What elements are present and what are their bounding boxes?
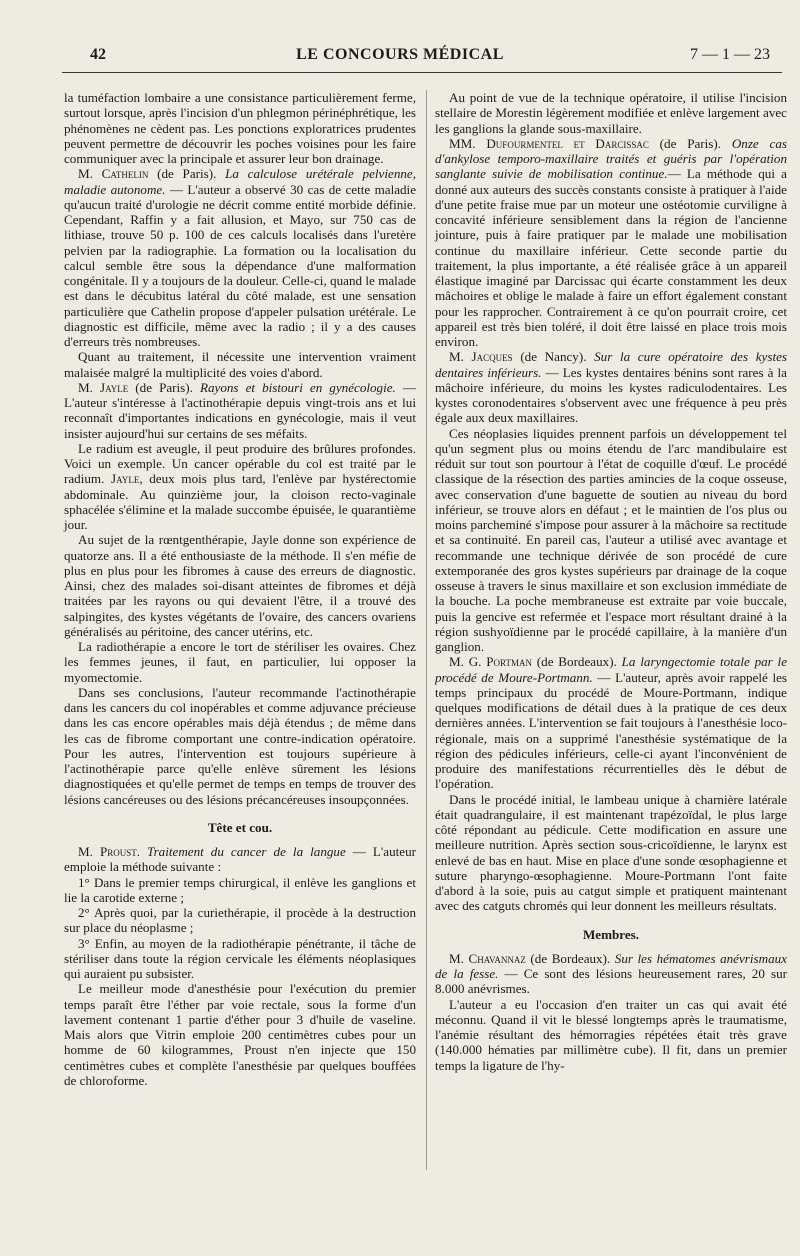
- author-name: M. Cathelin: [78, 166, 149, 182]
- article-title: Rayons et bistouri en gynécologie.: [199, 379, 396, 395]
- paragraph: [64, 441, 416, 533]
- right-column: [435, 90, 787, 1073]
- paragraph: Au point de vue de la technique opératoire, il utilise l'incision stellaire de Morestin légèrement modifiée et enlève largement avec les ganglions la glande sous-maxillaire.: [435, 90, 787, 136]
- paragraph-text: — L'auteur emploie la méthode suivante :: [64, 844, 416, 875]
- article-title: La calculose urétérale pelvienne, maladie autonome.: [64, 166, 416, 197]
- paragraph-text: — L'auteur, après avoir rappelé les temps principaux du procédé de Moure-Portmann, indique quelques modifications de détail dues à la pratique de ces deux dernières années. L'intervention se fait toujours à l'anesthésie loco-régionale, mais on a supprimé l'anesthésie systématique de la région des pédicules inférieurs, celle-ci ayant l'inconvénient de produire des manifestations récurrentielles dès le début de l'opération.: [435, 669, 787, 792]
- paragraph-text: — Ce sont des lésions heureusement rares, 20 sur 8.000 anévrismes.: [435, 966, 787, 997]
- author-place: (de Bordeaux).: [525, 950, 615, 966]
- paragraph-text: — Les kystes dentaires bénins sont rares à la mâchoire inférieure, du moins les kystes radiculodentaires. Les kystes coronodentaires s'observent avec une fréquence à peu près égale aux deux maxillaires.: [435, 364, 787, 426]
- author-place: (de Nancy).: [512, 349, 595, 365]
- author-name: M. Proust.: [78, 844, 140, 859]
- author-place: (de Bordeaux).: [531, 654, 622, 670]
- author-name: M. Chavannaz: [449, 950, 526, 966]
- left-column: [64, 90, 416, 1088]
- article-title: Onze cas d'ankylose temporo-maxillaire traités et guéris par l'opération sanglante suivie de mobilisation continue.: [435, 135, 787, 182]
- paragraph: Au sujet de la rœntgenthérapie, Jayle donne son expérience de quatorze ans. Il a été enthousiaste de la méthode. Il s'en méfie de plus en plus pour les fibromes à cause des erreurs de diagnostic. Ainsi, chez des malades soi-disant atteintes de fibromes et déjà traitées par les rayons ou qui devaient l'être, il a trouvé des salpingites, des kystes végétants de l'ovaire, des cancers ovariens généralisés au péritoine, des cancer utérins, etc.: [64, 532, 416, 639]
- paragraph: la tuméfaction lombaire a une consistance particulièrement ferme, surtout lorsque, après l'incision d'un phlegmon périnéphrétique, les phénomènes ne cèdent pas. Les ponctions exploratrices prudentes peuvent permettre de découvrir les poches voisines pour les faire communiquer avec la principale et assurer leur bon drainage.: [64, 90, 416, 166]
- paragraph-text: — La méthode qui a donné aux auteurs des succès constants consiste à pratiquer à l'aide d'une petite fraise mue par un moteur une ostéotomie curviligne à concavité inférieure sensiblement dans la région de l'ancienne jointure, puis à faire pratiquer par le malade une mobilisation continue du maxillaire inférieur. Cette seconde partie du traitement, la plus importante, a été réalisée grâce à un appareil élastique imaginé par Darcissac qui écarte constamment les deux mâchoires et oblige le malade à faire un effort également constant pour les rapprocher. Contrairement à ce qu'on pourrait croire, cet appareil est très bien toléré, il doit être laissé en place trois mois environ.: [435, 166, 787, 349]
- paragraph: [435, 136, 787, 350]
- paragraph: [64, 844, 416, 875]
- author-name: M. G. Portman: [449, 654, 532, 670]
- paragraph: La radiothérapie a encore le tort de stériliser les ovaires. Chez les femmes jeunes, il faut, en particulier, lui opposer la myomectomie.: [64, 639, 416, 685]
- article-title: Traitement du cancer de la langue: [140, 844, 346, 859]
- paragraph: Quant au traitement, il nécessite une intervention vraiment malaisée malgré la multiplicité des voies d'abord.: [64, 349, 416, 380]
- paragraph: Dans le procédé initial, le lambeau unique à charnière latérale était quadrangulaire, il est maintenant trapézoïdal, le plus large côté répondant au pédicule. Cette modification en assure une meilleure nutrition. Après section sous-cricoïdienne, le larynx est enlevé de bas en haut. Mise en place d'une sonde œsophagienne et suture pharyngo-œsophagienne. Moure-Portmann l'ont faite d'abord à la soie, puis au catgut simple et pratiquent maintenant avec des catguts chromés qui leur donnent les meilleurs résultats.: [435, 791, 787, 914]
- author-name: M. Jacques: [449, 349, 513, 365]
- paragraph: [435, 654, 787, 791]
- column-divider: [426, 90, 427, 1170]
- author-place: (de Paris).: [648, 135, 732, 151]
- section-heading: Tête et cou.: [207, 819, 273, 835]
- article-title: Sur les hématomes anévrismaux de la fesse.: [435, 950, 787, 981]
- paragraph: Le meilleur mode d'anesthésie pour l'exécution du premier temps paraît être l'éther par voie rectale, sous la forme d'un lavement contenant 1 partie d'éther pour 3 d'huile de vaseline. Mais alors que Vitrin emploie 200 centimètres cubes pour un homme de 60 kilogrammes, Proust n'en injecte que 150 centimètres cubes et complète l'anesthésie par quelques bouffées de chloroforme.: [64, 981, 416, 1088]
- paragraph-text: Le radium est aveugle, il peut produire des brûlures profondes. Voici un exemple. Un cancer opérable du col est traité par le radium.: [64, 440, 416, 487]
- page-number: 42: [90, 46, 106, 63]
- paragraph-text: , deux mois plus tard, l'enlève par hystérectomie abdominale. Au quinzième jour, la cloison recto-vaginale sphacélée s'élimine et la malade succombe épuisée, le quarantième jour.: [64, 471, 417, 532]
- paragraph: [435, 349, 787, 425]
- paragraph-text: — L'auteur a observé 30 cas de cette maladie qu'aucun traité d'urologie ne décrit comme entité morbide définie. Cependant, Raffin y a fait allusion, et Mayo, sur 750 cas de lithiase, trouve 50 p. 100 de ces calculs localisés dans l'uretère pelvien par la radiographie. La formation ou la localisation du calcul semble être sous la dépendance d'une malformation congénitale. Il y a toujours de la douleur. Celle-ci, quand le malade est dans le décubitus latéral du côté malade, est une sensation particulière que Cathelin propose d'appeler pulsation urétérale. Le diagnostic est difficile, même avec la radio ; il y a des causes d'erreurs très nombreuses.: [64, 181, 417, 349]
- author-place: (de Paris).: [128, 379, 200, 395]
- paragraph: [64, 380, 416, 441]
- list-item: 1° Dans le premier temps chirurgical, il enlève les ganglions et lie la carotide externe ;: [64, 874, 416, 905]
- issue-date: 7 — 1 — 23: [690, 46, 770, 63]
- paragraph: Dans ses conclusions, l'auteur recommande l'actinothérapie dans les cancers du col inopérables et comme adjuvance précieuse dans les cas encore opérables mais déjà étendus ; de même dans les cas de fibrome comportant une contre-indication opératoire. Pour les autres, l'intervention est toujours supérieure à l'actinothérapie parce qu'elle enlève sûrement les lésions diagnostiquées et qu'elle permet de temps en temps de trouver des lésions cancéreuses ou des lésions précancéreuses insoupçonnées.: [64, 684, 416, 807]
- article-title: Sur la cure opératoire des kystes dentaires inférieurs.: [435, 349, 787, 380]
- section-heading: Membres.: [582, 926, 640, 942]
- author-name: MM. Dufourmentel et Darcissac: [449, 135, 649, 151]
- article-title: La laryngectomie totale par le procédé de Moure-Portmann.: [435, 654, 788, 685]
- paragraph: [435, 951, 787, 997]
- paragraph: L'auteur a eu l'occasion d'en traiter un cas qui avait été méconnu. Quand il vit le blessé longtemps après le traumatisme, l'anémie résultant des hémorragies répétées était très grave (140.000 hématies par millimètre cube). Il fit, dans un premier temps la ligature de l'hy-: [435, 996, 787, 1073]
- author-name: M. Jayle: [78, 379, 129, 395]
- header-rule: [62, 72, 782, 73]
- author-place: (de Paris).: [148, 166, 226, 182]
- paragraph: [64, 166, 416, 349]
- list-item: 2° Après quoi, par la curiethérapie, il procède à la destruction sur place du néoplasme ;: [64, 905, 416, 936]
- journal-title: LE CONCOURS MÉDICAL: [296, 46, 504, 63]
- paragraph: Ces néoplasies liquides prennent parfois un développement tel qu'un segment plus ou moins étendu de l'arc mandibulaire est réduit sur tout son pourtour à l'état de coquille d'œuf. Le procédé classique de la résection des parties amincies de la coque osseuse, avec conservation d'une baguette de soutien au niveau du bord inférieur, se trouve alors en défaut ; et le maintien de l'os plus ou moins parcheminé s'impose pour assurer à la mâchoire sa rectitude et sa continuité. En pareil cas, l'auteur a utilisé avec avantage et recommande une technique dérivée de son procédé de cure extemporanée des gros kystes supérieurs par drainage de la coque osseuse à travers le sinus maxillaire et son exclusion immédiate de la bouche. La poche membraneuse est extraite par voie buccale, puis la gencive est refermée et l'espace mort résultant drainé à la région sushyoïdienne par le procédé capillaire, à la manière d'un ganglion.: [435, 425, 787, 654]
- paragraph-text: — L'auteur s'intéresse à l'actinothérapie depuis vingt-trois ans et lui reconnaît d'importantes indications en gynécologie, mais il veut insister aujourd'hui sur certains de ses méfaits.: [64, 379, 416, 441]
- author-name: Jayle: [111, 471, 140, 487]
- list-item: 3° Enfin, au moyen de la radiothérapie pénétrante, il tâche de stériliser dans toute la région cervicale les éléments néoplasiques qui auraient pu subsister.: [64, 935, 416, 981]
